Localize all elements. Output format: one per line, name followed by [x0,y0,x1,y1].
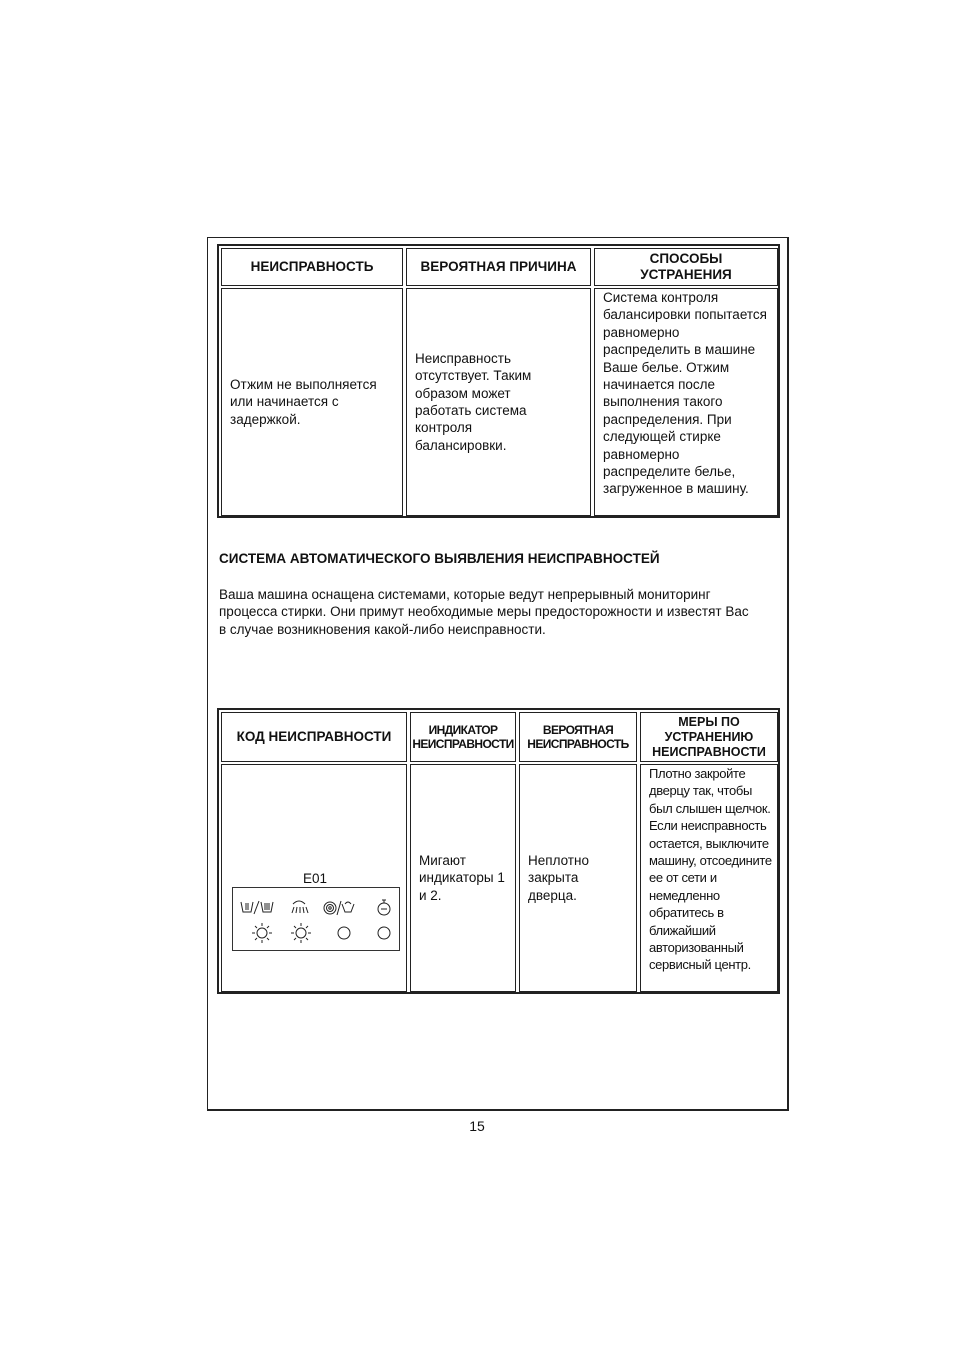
lamp-3-off [338,927,350,939]
fault2-text: Неплотно закрыта дверца. [528,852,589,903]
section-title: СИСТЕМА АВТОМАТИЧЕСКОГО ВЫЯВЛЕНИЯ НЕИСПРАВНОСТЕЙ [219,551,660,566]
fault2-cell [519,764,637,992]
table2-header-code: КОД НЕИСПРАВНОСТИ [221,712,407,762]
lamp-2-blinking [291,923,311,943]
indicator-cell [410,764,516,992]
indicator-panel-drawing [233,888,399,950]
cause-cell [406,288,591,516]
table2-header-fault [519,712,637,762]
rinse-icon [292,901,308,913]
code-cell [221,764,407,992]
table-header-cause: ВЕРОЯТНАЯ ПРИЧИНА [406,248,591,286]
table2-header-indicator-text: ИНДИКАТОР НЕИСПРАВНОСТИ [412,722,514,751]
remedy2-cell [640,764,778,992]
lamp-1-blinking [252,923,272,943]
lamp-4-off [378,927,390,939]
indicator-panel [232,887,400,951]
section-paragraph: Ваша машина оснащена системами, которые ведут непрерывный мониторинг процесса стирки. Они примут необходимые меры предосторожности и известят Вас в случае возникновения какой-либо неисправности. [219,587,749,637]
fault-text: Отжим не выполняется или начинается с задержкой. [230,376,377,427]
table-header-remedy [594,248,778,286]
table2-header-remedy [640,712,778,762]
indicator-text: Мигают индикаторы 1 и 2. [419,852,505,903]
cause-text: Неисправность отсутствует. Таким образом может работать система контроля балансировки. [415,350,532,453]
fault-cell [221,288,403,516]
table2-header-fault-text: ВЕРОЯТНАЯ НЕИСПРАВНОСТЬ [527,722,629,751]
page-number: 15 [469,1118,485,1134]
table2-header-remedy-text: МЕРЫ ПО УСТРАНЕНИЮ НЕИСПРАВНОСТИ [652,714,766,759]
remedy-text: Система контроля балансировки попытается равномерно распределить в машине Ваше белье. Отжим начинается после выполнения такого распределения. При следующей стирке равномерно распределите белье, загруженное в машину. [603,290,767,497]
remedy2-text: Плотно закройте дверцу так, чтобы был слышен щелчок. Если неисправность остается, выключите машину, отсоедините ее от сети и немедленно обратитесь в ближайший авторизованный сервисный центр. [649,766,772,973]
table2-header-indicator [410,712,516,762]
error-code: E01 [302,871,328,886]
remedy-cell [594,288,778,516]
table-header-remedy-text: СПОСОБЫ УСТРАНЕНИЯ [640,251,732,282]
table-header-fault: НЕИСПРАВНОСТЬ [221,248,403,286]
wash-icon [241,901,273,914]
spin-drain-icon [324,901,354,915]
timer-icon [378,900,390,915]
troubleshooting-table [217,244,780,518]
